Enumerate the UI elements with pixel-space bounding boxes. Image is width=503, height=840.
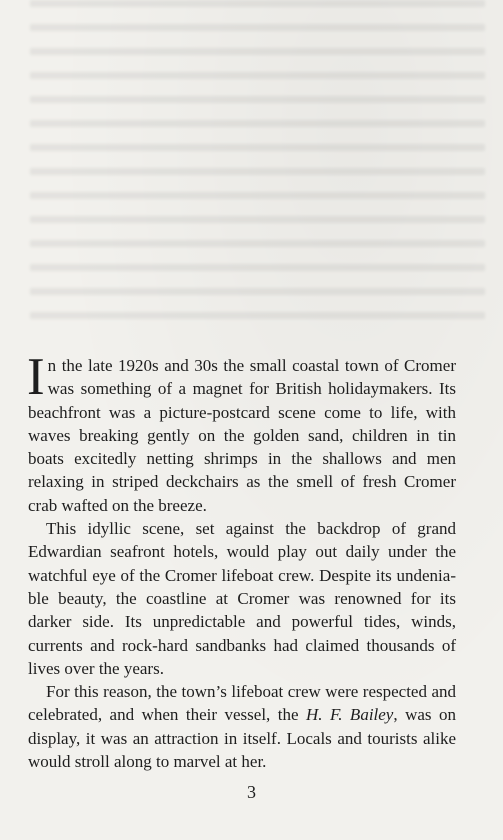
show-through-shading — [30, 0, 485, 330]
body-text — [27, 348, 456, 773]
paragraph-3-text-before: For this reason, the town’s lifeboat crew were respected and celebrated, and when their vessel, the — [28, 682, 456, 725]
drop-cap: I — [27, 348, 45, 406]
paragraph-2 — [28, 517, 456, 680]
paragraph-3-text-after: , was on display, it was an attraction in itself. Locals and tourists alike would stroll along to marvel at her. — [28, 705, 456, 772]
paragraph-1-text: n the late 1920s and 30s the small coastal town of Cromer was something of a magnet for British holidaymakers. Its beachfront was a picture-postcard scene come to life, with waves breaking gently on the golden sand, children in tin boats excitedly netting shrimps in the shallows and men relaxing in striped deckchairs as the smell of fresh Cromer crab wafted on the breeze. — [28, 356, 456, 515]
lifeboat-name: H. F. Bailey — [306, 705, 394, 725]
paragraph-1 — [27, 348, 456, 517]
paragraph-3 — [28, 680, 456, 773]
page-number: 3 — [247, 782, 256, 802]
paragraph-2-text: This idyllic scene, set against the backdrop of grand Edwardian seafront hotels, would play out daily under the watchful eye of the Cromer lifeboat crew. Despite its undeniable beauty, the coastline at Cromer was renowned for its darker side. Its unpredictable and powerful tides, winds, currents and rock-hard sandbanks had claimed thousands of lives over the years. — [28, 519, 456, 678]
